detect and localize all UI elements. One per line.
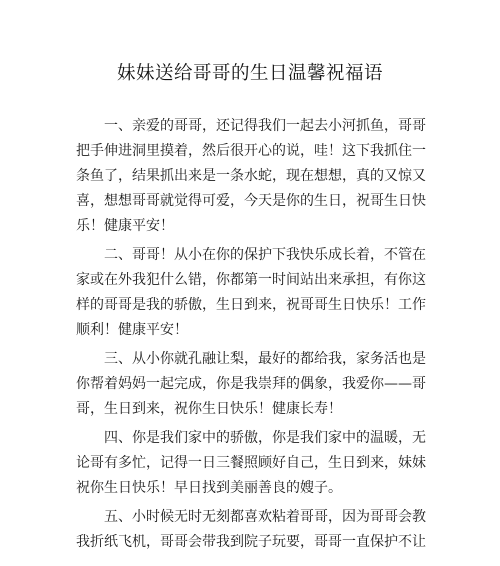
paragraph-line: 样的哥哥是我的骄傲，生日到来，祝哥哥生日快乐！工作 (76, 297, 426, 313)
paragraph-line: 论哥有多忙，记得一日三餐照顾好自己，生日到来，妹妹 (76, 455, 426, 471)
document-body (76, 114, 426, 559)
paragraph-line: 喜，想想哥哥就觉得可爱，今天是你的生日，祝哥生日快 (76, 193, 426, 209)
paragraph-2 (76, 243, 426, 343)
paragraph-line: 三、从小你就孔融让梨，最好的都给我，家务活也是 (104, 351, 426, 367)
paragraph-line: 把手伸进洞里摸着，然后很开心的说，哇！这下我抓住一 (76, 143, 426, 159)
paragraph-line: 祝你生日快乐！早日找到美丽善良的嫂子。 (76, 480, 342, 496)
paragraph-line: 四、你是我们家中的骄傲，你是我们家中的温暖，无 (104, 430, 426, 446)
paragraph-line: 一、亲爱的哥哥，还记得我们一起去小河抓鱼，哥哥 (104, 118, 426, 134)
paragraph-line: 哥，生日到来，祝你生日快乐！健康长寿！ (76, 401, 342, 417)
paragraph-line: 你帮着妈妈一起完成，你是我崇拜的偶象，我爱你——哥 (76, 376, 426, 392)
paragraph-line: 五、小时候无时无刻都喜欢粘着哥哥，因为哥哥会教 (104, 509, 426, 525)
paragraph-3 (76, 347, 426, 422)
paragraph-line: 顺利！健康平安！ (76, 322, 188, 338)
paragraph-4 (76, 426, 426, 501)
paragraph-line: 二、哥哥！从小在你的保护下我快乐成长着，不管在 (104, 247, 426, 263)
paragraph-line: 我折纸飞机，哥哥会带我到院子玩要，哥哥一直保护不让 (76, 534, 426, 550)
paragraph-5 (76, 505, 426, 555)
paragraph-1 (76, 114, 426, 239)
document-title: 妹妹送给哥哥的生日温馨祝福语 (116, 63, 383, 84)
paragraph-line: 家或在外我犯什么错，你都第一时间站出来承担，有你这 (76, 272, 426, 288)
paragraph-line: 乐！健康平安！ (76, 218, 174, 234)
paragraph-line: 条鱼了，结果抓出来是一条水蛇，现在想想，真的又惊又 (76, 168, 426, 184)
